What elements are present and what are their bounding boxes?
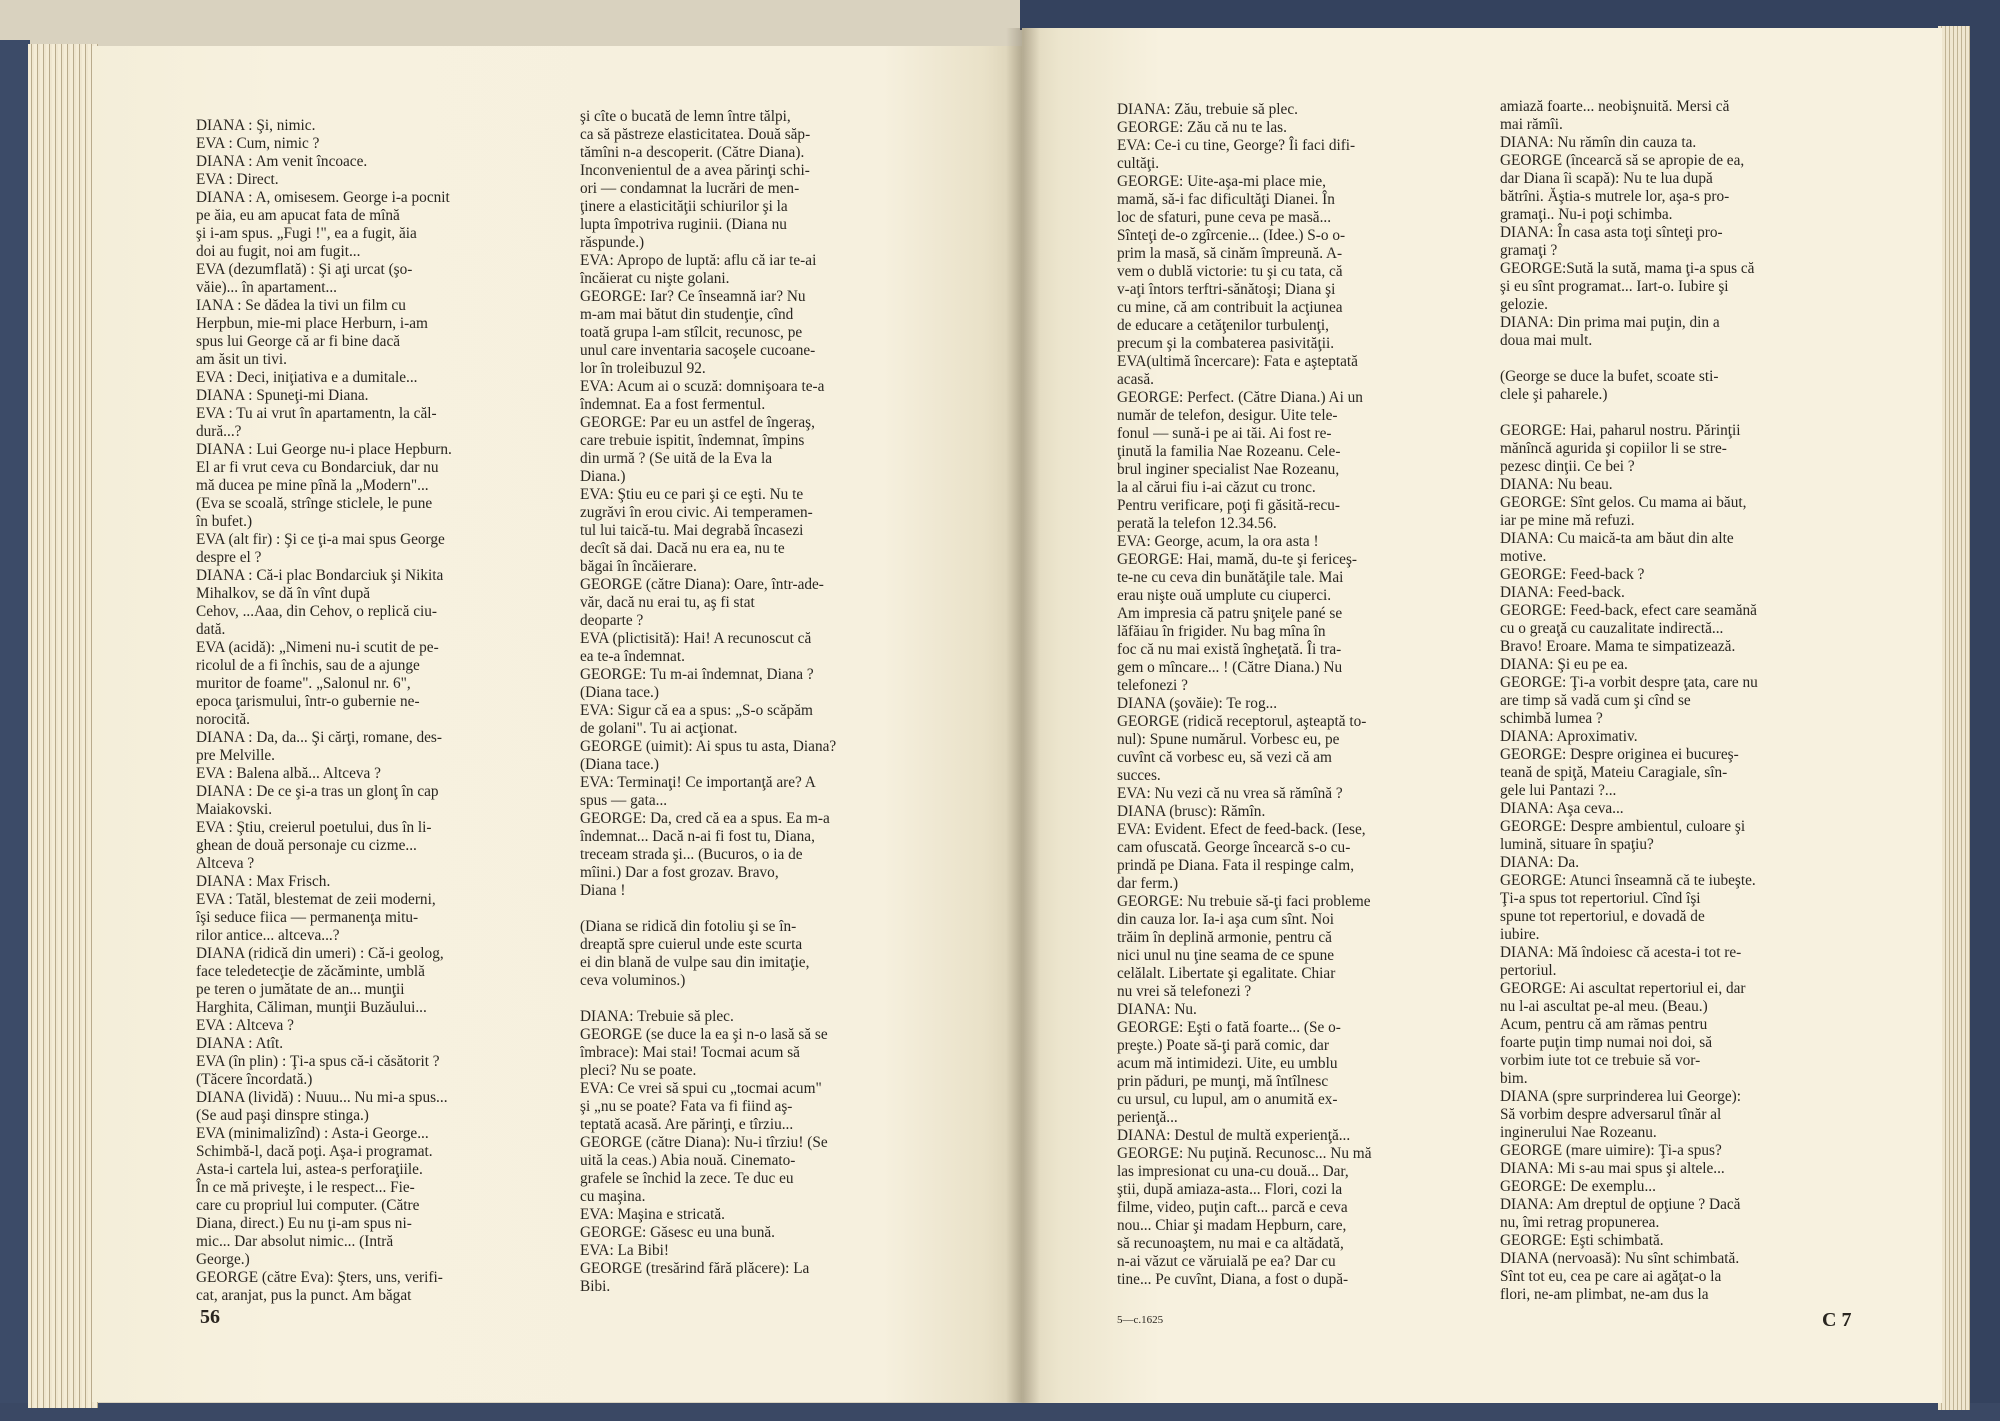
text-line: EVA : Altceva ? — [196, 1017, 294, 1034]
text-line: îndemnat... Dacă n-ai fi fost tu, Diana, — [580, 828, 815, 845]
text-line: din cauza lor. Ia-i aşa cum sînt. Noi — [1117, 911, 1335, 928]
text-line: acum mă intimidezi. Uite, eu umblu — [1117, 1055, 1338, 1072]
text-line: mic... Dar absolut nimic... (Intră — [196, 1233, 394, 1250]
text-line: fonul — sună-i pe ai tăi. Ai fost re- — [1117, 425, 1332, 442]
text-line: Acum, pentru că am rămas pentru — [1500, 1016, 1708, 1033]
text-line: DIANA (brusc): Rămîn. — [1117, 803, 1266, 820]
text-line: te-ne cu ceva din bunătăţile tale. Mai — [1117, 569, 1344, 586]
text-line: care cu propriul lui computer. (Către — [196, 1197, 420, 1214]
text-line: de golani". Tu ai acţionat. — [580, 720, 738, 737]
text-line: (Diana tace.) — [580, 684, 659, 701]
text-line: pezesc dinţii. Ce bei ? — [1500, 458, 1635, 475]
text-line: teptată acasă. Are părinţi, e tîrziu... — [580, 1116, 794, 1133]
text-line: GEORGE: Perfect. (Către Diana.) Ai un — [1117, 389, 1363, 406]
text-line: încăierat cu nişte golani. — [580, 270, 730, 287]
text-line: cat, aranjat, pus la punct. Am băgat — [196, 1287, 412, 1304]
text-line: mamă, să-i fac dificultăţi Dianei. În — [1117, 191, 1335, 208]
text-line: ceva voluminos.) — [580, 972, 686, 989]
printer-signature-mark: 5—c.1625 — [1117, 1314, 1164, 1326]
text-line: Asta-i cartela lui, astea-s perforaţiile. — [196, 1161, 423, 1178]
text-line: (George se duce la bufet, scoate sti- — [1500, 368, 1719, 385]
text-line: GEORGE: Iar? Ce înseamnă iar? Nu — [580, 288, 806, 305]
text-line: spus lui George că ar fi bine dacă — [196, 333, 401, 350]
text-line: şi eu sînt programat... Iart-o. Iubire şi — [1500, 278, 1729, 295]
text-line: GEORGE (tresărind fără plăcere): La — [580, 1260, 810, 1277]
text-line: am ăsit un tivi. — [196, 351, 287, 368]
text-line: DIANA : Da, da... Şi cărţi, romane, des- — [196, 729, 442, 746]
book-cover-left — [0, 40, 30, 1421]
text-line: îndemnat. Ea a fost fermentul. — [580, 396, 766, 413]
text-line: GEORGE: Eşti schimbată. — [1500, 1232, 1664, 1249]
text-line: GEORGE: Feed-back ? — [1500, 566, 1645, 583]
text-line: pe ăia, eu am apucat fata de mînă — [196, 207, 400, 224]
text-line: văie)... în apartament... — [196, 279, 338, 296]
text-line: dură...? — [196, 423, 242, 440]
text-line: (Diana se ridică din fotoliu şi se în- — [580, 918, 797, 935]
text-line: ori — condamnat la lucrări de men- — [580, 180, 800, 197]
text-line: norocită. — [196, 711, 250, 728]
book-cover-bottom — [0, 1403, 2000, 1421]
text-line: gramaţi ? — [1500, 242, 1558, 259]
text-line: îşi seduce fiica — permanenţa mitu- — [196, 909, 419, 926]
text-line: EVA: Acum ai o scuză: domnişoara te-a — [580, 378, 825, 395]
text-line: Bravo! Eroare. Mama te simpatizează. — [1500, 638, 1736, 655]
text-line: băgai în încăierare. — [580, 558, 697, 575]
text-line: DIANA: Aproximativ. — [1500, 728, 1638, 745]
text-line: gelozie. — [1500, 296, 1548, 313]
text-line: erau nişte ouă umplute cu ciuperci. — [1117, 587, 1332, 604]
text-line: DIANA : Lui George nu-i place Hepburn. — [196, 441, 452, 458]
text-line: GEORGE: Par eu un astfel de îngeraş, — [580, 414, 815, 431]
text-line — [580, 990, 968, 1008]
text-line: DIANA : Atît. — [196, 1035, 284, 1052]
text-line: pe teren o jumătate de an... munţii — [196, 981, 405, 998]
text-line: lăfăiau în frigider. Nu bag mîna în — [1117, 623, 1326, 640]
text-line: EVA: Evident. Efect de feed-back. (Iese, — [1117, 821, 1366, 838]
text-line: cuvînt că vorbesc eu, să vezi că am — [1117, 749, 1332, 766]
text-line: muritor de foame". „Salonul nr. 6", — [196, 675, 411, 692]
text-line: ea te-a îndemnat. — [580, 648, 685, 665]
text-line: gem o mîncare... ! (Către Diana.) Nu — [1117, 659, 1343, 676]
right-page — [1022, 28, 1942, 1403]
spine-shadow — [1006, 28, 1040, 1403]
text-line: clele şi paharele.) — [1500, 386, 1608, 403]
text-line: DIANA: Feed-back. — [1500, 584, 1625, 601]
text-line: DIANA : De ce şi-a tras un glonţ în cap — [196, 783, 439, 800]
text-line: foarte puţin timp numai noi doi, să — [1500, 1034, 1712, 1051]
text-line: şi cîte o bucată de lemn între tălpi, — [580, 108, 791, 125]
text-line: în bufet.) — [196, 513, 253, 530]
text-line: GEORGE: Hai, paharul nostru. Părinţii — [1500, 422, 1741, 439]
left-page-number: 56 — [200, 1306, 220, 1328]
text-line: iar pe mine mă refuzi. — [1500, 512, 1635, 529]
text-line: prindă pe Diana. Fata il respinge calm, — [1117, 857, 1355, 874]
text-line: schimbă lumea ? — [1500, 710, 1603, 727]
text-line: Să vorbim despre adversarul tînăr al — [1500, 1106, 1722, 1123]
text-line: DIANA (lividă) : Nuuu... Nu mi-a spus... — [196, 1089, 448, 1106]
text-line: bim. — [1500, 1070, 1528, 1087]
text-line: ricolul de a fi închis, sau de a ajunge — [196, 657, 420, 674]
text-line: DIANA: Mi s-au mai spus şi altele... — [1500, 1160, 1725, 1177]
text-line: IANA : Se dădea la tivi un film cu — [196, 297, 406, 314]
text-line: DIANA: Cu maică-ta am băut din alte — [1500, 530, 1734, 547]
right-page-number: C 7 — [1822, 1309, 1852, 1331]
text-line: tul lui taică-tu. Mai degrabă încasezi — [580, 522, 804, 539]
text-line: prin păduri, pe munţi, mă întîlnesc — [1117, 1073, 1329, 1090]
text-line: inginerului Nae Rozeanu. — [1500, 1124, 1657, 1141]
text-line: EVA: La Bibi! — [580, 1242, 669, 1259]
text-line: Altceva ? — [196, 855, 255, 872]
text-line: Bibi. — [580, 1278, 611, 1295]
text-line: DIANA: Nu beau. — [1500, 476, 1613, 493]
text-line: GEORGE (încearcă să se apropie de ea, — [1500, 152, 1745, 169]
text-line: şi „nu se poate? Fata va fi fiind aş- — [580, 1098, 793, 1115]
text-line: n-ai văzut ce văruială pe ea? Dar cu — [1117, 1253, 1336, 1270]
text-line: Ţi-a spus tot repertoriul. Cînd îşi — [1500, 890, 1701, 907]
text-line: văr, dacă nu erai tu, aş fi stat — [580, 594, 755, 611]
text-line: Sînt tot eu, cea pe care ai agăţat-o la — [1500, 1268, 1722, 1285]
text-line: flori, ne-am plimbat, ne-am dus la — [1500, 1286, 1709, 1303]
text-line: DIANA: Nu. — [1117, 1001, 1197, 1018]
text-line: DIANA: Aşa ceva... — [1500, 800, 1624, 817]
text-line: precum şi la combaterea pasivităţii. — [1117, 335, 1335, 352]
text-line: îmbrace): Mai stai! Tocmai acum să — [580, 1044, 800, 1061]
text-line: GEORGE (ridică receptorul, aşteaptă to- — [1117, 713, 1367, 730]
text-line: v-aţi întors terftri-sănătoşi; Diana şi — [1117, 281, 1336, 298]
text-line: DIANA: Trebuie să plec. — [580, 1008, 734, 1025]
text-line: dată. — [196, 621, 226, 638]
text-line: GEORGE: Ai ascultat repertoriul ei, dar — [1500, 980, 1746, 997]
text-line: toată grupa l-am stîlcit, recunosc, pe — [580, 324, 803, 341]
text-line: EVA: Sigur că ea a spus: „S-o scăpăm — [580, 702, 813, 719]
text-line: foc că nu mai există îngheţată. Îi tra- — [1117, 641, 1342, 658]
text-line: las impresionat cu una-cu două... Dar, — [1117, 1163, 1349, 1180]
text-line: Diana ! — [580, 882, 626, 899]
text-line: Am impresia că patru şniţele pané se — [1117, 605, 1343, 622]
text-line: Sînteţi de-o zgîrcenie... (Idee.) S-o o- — [1117, 227, 1346, 244]
text-line: succes. — [1117, 767, 1161, 784]
text-line: face teledetecţie de zăcăminte, umblă — [196, 963, 425, 980]
text-line: decît să dai. Dacă nu era ea, nu te — [580, 540, 785, 557]
text-line: zugrăvi în erou civic. Ai temperamen- — [580, 504, 813, 521]
text-line: cu maşina. — [580, 1188, 646, 1205]
text-line — [1500, 350, 1892, 368]
text-line: DIANA (nervoasă): Nu sînt schimbată. — [1500, 1250, 1740, 1267]
text-line: În ce mă priveşte, i le respect... Fie- — [196, 1179, 415, 1196]
text-line: mănîncă agurida şi copiilor li se stre- — [1500, 440, 1727, 457]
text-line: DIANA (şovăie): Te rog... — [1117, 695, 1278, 712]
text-line: EVA : Cum, nimic ? — [196, 135, 320, 152]
text-line: ţinută la familia Nae Rozeanu. Cele- — [1117, 443, 1341, 460]
text-line: EVA: George, acum, la ora asta ! — [1117, 533, 1319, 550]
text-line: să recunoaştem, nu mai e ca altădată, — [1117, 1235, 1344, 1252]
text-line: cultăţi. — [1117, 155, 1160, 172]
text-line: mai rămîi. — [1500, 116, 1563, 133]
text-line: EVA: Nu vezi că nu vrea să rămînă ? — [1117, 785, 1343, 802]
text-line: EVA : Ştiu, creierul poetului, dus în li- — [196, 819, 432, 836]
text-line: DIANA: Am dreptul de opţiune ? Dacă — [1500, 1196, 1741, 1213]
text-line: DIANA: Şi eu pe ea. — [1500, 656, 1628, 673]
text-line: GEORGE: Uite-aşa-mi place mie, — [1117, 173, 1326, 190]
text-line: număr de telefon, desigur. Uite tele- — [1117, 407, 1338, 424]
text-line — [1500, 404, 1892, 422]
text-line: DIANA: Zău, trebuie să plec. — [1117, 101, 1298, 118]
text-line: EVA (plictisită): Hai! A recunoscut că — [580, 630, 812, 647]
text-line: GEORGE: Sînt gelos. Cu mama ai băut, — [1500, 494, 1747, 511]
text-line: (Tăcere încordată.) — [196, 1071, 313, 1088]
text-line: ca să păstreze elasticitatea. Două săp- — [580, 126, 811, 143]
text-line: despre el ? — [196, 549, 262, 566]
text-line: de educare a cetăţenilor turbulenţi, — [1117, 317, 1329, 334]
text-line: DIANA : Max Frisch. — [196, 873, 331, 890]
text-line: DIANA : Spuneţi-mi Diana. — [196, 387, 369, 404]
text-line: Pentru verificare, poţi fi găsită-recu- — [1117, 497, 1340, 514]
text-line: (Diana tace.) — [580, 756, 659, 773]
text-line: GEORGE (către Diana): Oare, într-ade- — [580, 576, 824, 593]
left-page-column-1 — [196, 117, 576, 1357]
text-line: vem o dublă victorie: tu şi cu tata, că — [1117, 263, 1343, 280]
text-line: GEORGE: Găsesc eu una bună. — [580, 1224, 775, 1241]
text-line: GEORGE: De exemplu... — [1500, 1178, 1656, 1195]
text-line: El ar fi vrut ceva cu Bondarciuk, dar nu — [196, 459, 439, 476]
text-line: tine... Pe cuvînt, Diana, a fost o după- — [1117, 1271, 1349, 1288]
text-line: Schimbă-l, dacă poţi. Aşa-i programat. — [196, 1143, 433, 1160]
text-line: DIANA : Am venit încoace. — [196, 153, 368, 170]
text-line: celălalt. Libertate şi egalitate. Chiar — [1117, 965, 1336, 982]
text-line: EVA: Ce-i cu tine, George? Îi faci difi- — [1117, 137, 1356, 154]
text-line: motive. — [1500, 548, 1547, 565]
page-edges-left — [28, 44, 98, 1408]
text-line: bătrîni. Ăştia-s mutrele lor, aşa-s pro- — [1500, 188, 1730, 205]
right-page-column-1 — [1117, 101, 1507, 1311]
text-line: Harghita, Căliman, munţii Buzăului... — [196, 999, 427, 1016]
text-line: filme, video, puţin caft... parcă e ceva — [1117, 1199, 1348, 1216]
text-line: DIANA: Mă îndoiesc că acesta-i tot re- — [1500, 944, 1742, 961]
text-line: GEORGE: Feed-back, efect care seamănă — [1500, 602, 1757, 619]
text-line: unul care inventaria sacoşele cucoane- — [580, 342, 816, 359]
page-edges-right — [1938, 26, 1970, 1410]
text-line: spune tot repertoriul, e dovadă de — [1500, 908, 1705, 925]
right-page-column-2 — [1500, 98, 1892, 1308]
text-line: GEORGE: Despre originea ei bucureş- — [1500, 746, 1739, 763]
text-line: cu o greaţă cu cauzalitate indirectă... — [1500, 620, 1724, 637]
text-line: EVA: Terminaţi! Ce importanţă are? A — [580, 774, 816, 791]
text-line: DIANA : Şi, nimic. — [196, 117, 316, 134]
text-line — [580, 900, 968, 918]
text-line: EVA: Maşina e stricată. — [580, 1206, 725, 1223]
text-line: EVA : Deci, iniţiativa e a dumitale... — [196, 369, 418, 386]
text-line: GEORGE: Ţi-a vorbit despre ţata, care nu — [1500, 674, 1758, 691]
text-line: ştii, după amiaza-asta... Flori, cozi la — [1117, 1181, 1343, 1198]
text-line: preşte.) Poate să-ţi pară comic, dar — [1117, 1037, 1329, 1054]
text-line: GEORGE:Sută la sută, mama ţi-a spus că — [1500, 260, 1755, 277]
text-line: EVA (acidă): „Nimeni nu-i scutit de pe- — [196, 639, 439, 656]
text-line: cu mine, că am contribuit la acţiunea — [1117, 299, 1343, 316]
text-line: m-am mai bătut din studenţie, cînd — [580, 306, 794, 323]
text-line: lupta împotriva ruginii. (Diana nu — [580, 216, 787, 233]
text-line: uită la ceas.) Abia nouă. Cinemato- — [580, 1152, 796, 1169]
text-line: cu ursul, cu lupul, am o anumită ex- — [1117, 1091, 1338, 1108]
text-line: EVA : Balena albă... Altceva ? — [196, 765, 381, 782]
text-line: pertoriul. — [1500, 962, 1557, 979]
text-line: DIANA: Da. — [1500, 854, 1580, 871]
text-line: ghean de două personaje cu cizme... — [196, 837, 417, 854]
text-line: EVA: Apropo de luptă: aflu că iar te-ai — [580, 252, 817, 269]
text-line: nu vrei să telefonezi ? — [1117, 983, 1252, 1000]
text-line: ei din blană de vulpe sau din imitaţie, — [580, 954, 810, 971]
text-line: acasă. — [1117, 371, 1154, 388]
text-line: nici unul nu ţine seama de ce spune — [1117, 947, 1335, 964]
text-line: EVA : Tu ai vrut în apartamentn, la căl- — [196, 405, 437, 422]
text-line: gramaţi.. Nu-i poţi schimba. — [1500, 206, 1673, 223]
text-line: EVA : Tatăl, blestemat de zeii moderni, — [196, 891, 436, 908]
text-line: dar ferm.) — [1117, 875, 1179, 892]
text-line: doi au fugit, noi am fugit... — [196, 243, 361, 260]
text-line: mă ducea pe mine pînă la „Modern"... — [196, 477, 429, 494]
text-line: Inconvenientul de a avea părinţi schi- — [580, 162, 810, 179]
text-line: amiază foarte... neobişnuită. Mersi că — [1500, 98, 1730, 115]
text-line: teană de spiţă, Mateiu Caragiale, sîn- — [1500, 764, 1728, 781]
text-line: GEORGE (către Eva): Şters, uns, verifi- — [196, 1269, 443, 1286]
text-line: deoparte ? — [580, 612, 644, 629]
text-line: treceam strada şi... (Bucuros, o ia de — [580, 846, 803, 863]
text-line: EVA: Ştiu eu ce pari şi ce eşti. Nu te — [580, 486, 804, 503]
text-line: perată la telefon 12.34.56. — [1117, 515, 1277, 532]
text-line: doua mai mult. — [1500, 332, 1593, 349]
text-line: care trebuie ispitit, îndemnat, împins — [580, 432, 805, 449]
text-line: GEORGE (uimit): Ai spus tu asta, Diana? — [580, 738, 837, 755]
text-line: GEORGE: Hai, mamă, du-te şi fericeş- — [1117, 551, 1357, 568]
text-line: DIANA : A, omisesem. George i-a pocnit — [196, 189, 450, 206]
text-line: GEORGE (către Diana): Nu-i tîrziu! (Se — [580, 1134, 828, 1151]
text-line: DIANA : Că-i plac Bondarciuk şi Nikita — [196, 567, 444, 584]
text-line: EVA (dezumflată) : Şi aţi urcat (şo- — [196, 261, 413, 278]
text-line: DIANA (ridică din umeri) : Că-i geolog, — [196, 945, 444, 962]
text-line: gele lui Pantazi ?... — [1500, 782, 1617, 799]
text-line: GEORGE: Zău că nu te las. — [1117, 119, 1287, 136]
text-line: EVA (alt fir) : Şi ce ţi-a mai spus George — [196, 531, 445, 548]
text-line: la al cărui fiu i-ai căzut cu tronc. — [1117, 479, 1316, 496]
text-line: cam ofuscată. George încearcă s-o cu- — [1117, 839, 1351, 856]
book-cover-right — [1970, 0, 2000, 1421]
text-line: răspunde.) — [580, 234, 645, 251]
text-line: EVA: Ce vrei să spui cu „tocmai acum" — [580, 1080, 822, 1097]
text-line: DIANA: Nu rămîn din cauza ta. — [1500, 134, 1697, 151]
text-line: nu l-ai ascultat pe-al meu. (Beau.) — [1500, 998, 1708, 1015]
text-line: şi i-am spus. „Fugi !", ea a fugit, ăia — [196, 225, 417, 242]
text-line: vorbim iute tot ce trebuie să vor- — [1500, 1052, 1701, 1069]
text-line: EVA : Direct. — [196, 171, 279, 188]
text-line: nu, îmi retrag propunerea. — [1500, 1214, 1660, 1231]
text-line: din urmă ? (Se uită de la Eva la — [580, 450, 772, 467]
text-line: GEORGE (mare uimire): Ţi-a spus? — [1500, 1142, 1722, 1159]
text-line: EVA(ultimă încercare): Fata e aşteptată — [1117, 353, 1358, 370]
text-line: EVA (în plin) : Ţi-a spus că-i căsătorit ? — [196, 1053, 440, 1070]
text-line: brul inginer specialist Nae Rozeanu, — [1117, 461, 1340, 478]
text-line: Mihalkov, se dă în vînt după — [196, 585, 371, 602]
text-line: DIANA: Din prima mai puţin, din a — [1500, 314, 1720, 331]
text-line: GEORGE: Despre ambientul, culoare şi — [1500, 818, 1746, 835]
text-line: GEORGE: Tu m-ai îndemnat, Diana ? — [580, 666, 814, 683]
text-line: lor în troleibuzul 92. — [580, 360, 706, 377]
text-line: DIANA: Destul de multă experienţă... — [1117, 1127, 1351, 1144]
text-line: grafele se închid la zece. Te duc eu — [580, 1170, 794, 1187]
text-line: (Eva se scoală, strînge sticlele, le pune — [196, 495, 433, 512]
text-line: Diana, direct.) Eu nu ţi-am spus ni- — [196, 1215, 412, 1232]
text-line: prim la masă, să cinăm împreună. A- — [1117, 245, 1343, 262]
text-line: dar Diana îi scapă): Nu te lua după — [1500, 170, 1713, 187]
left-page — [92, 46, 1022, 1402]
text-line: GEORGE: Nu trebuie să-ţi faci probleme — [1117, 893, 1371, 910]
text-line: DIANA: În casa asta toţi sînteţi pro- — [1500, 224, 1723, 241]
text-line: perienţă... — [1117, 1109, 1178, 1126]
text-line: GEORGE: Eşti o fată foarte... (Se o- — [1117, 1019, 1341, 1036]
text-line: GEORGE: Da, cred că ea a spus. Ea m-a — [580, 810, 830, 827]
text-line: Cehov, ...Aaa, din Cehov, o replică ciu- — [196, 603, 437, 620]
text-line: lumină, situare în spaţiu? — [1500, 836, 1654, 853]
text-line: GEORGE: Nu puţină. Recunosc... Nu mă — [1117, 1145, 1372, 1162]
text-line: are timp să vadă cum şi cînd se — [1500, 692, 1691, 709]
text-line: Diana.) — [580, 468, 626, 485]
left-page-column-2 — [580, 108, 968, 1348]
text-line: pleci? Nu se poate. — [580, 1062, 697, 1079]
text-line: tămîni n-a descoperit. (Către Diana). — [580, 144, 805, 161]
text-line: nul): Spune numărul. Vorbesc eu, pe — [1117, 731, 1340, 748]
text-line: telefonezi ? — [1117, 677, 1188, 694]
text-line: Maiakovski. — [196, 801, 273, 818]
text-line: iubire. — [1500, 926, 1540, 943]
text-line: DIANA (spre surprinderea lui George): — [1500, 1088, 1741, 1105]
text-line: epoca ţarismului, într-o gubernie ne- — [196, 693, 420, 710]
book-cover-top — [1020, 0, 2000, 30]
text-line: dreaptă spre cuierul unde este scurta — [580, 936, 803, 953]
text-line: GEORGE: Atunci înseamnă că te iubeşte. — [1500, 872, 1756, 889]
text-line: loc de sfaturi, pune ceva pe masă... — [1117, 209, 1332, 226]
text-line: (Se aud paşi dinspre stinga.) — [196, 1107, 369, 1124]
text-line: Herpbun, mie-mi place Herburn, i-am — [196, 315, 428, 332]
text-line: EVA (minimalizînd) : Asta-i George... — [196, 1125, 429, 1142]
text-line: ţinere a elasticităţii schiurilor şi la — [580, 198, 788, 215]
text-line: pre Melville. — [196, 747, 276, 764]
text-line: rilor antice... altceva...? — [196, 927, 340, 944]
text-line: mîini.) Dar a fost grozav. Bravo, — [580, 864, 779, 881]
text-line: nou... Chiar şi madam Hepburn, care, — [1117, 1217, 1347, 1234]
text-line: trăim în deplină armonie, pentru că — [1117, 929, 1332, 946]
text-line: George.) — [196, 1251, 250, 1268]
text-line: spus — gata... — [580, 792, 668, 809]
text-line: GEORGE (se duce la ea şi n-o lasă să se — [580, 1026, 828, 1043]
